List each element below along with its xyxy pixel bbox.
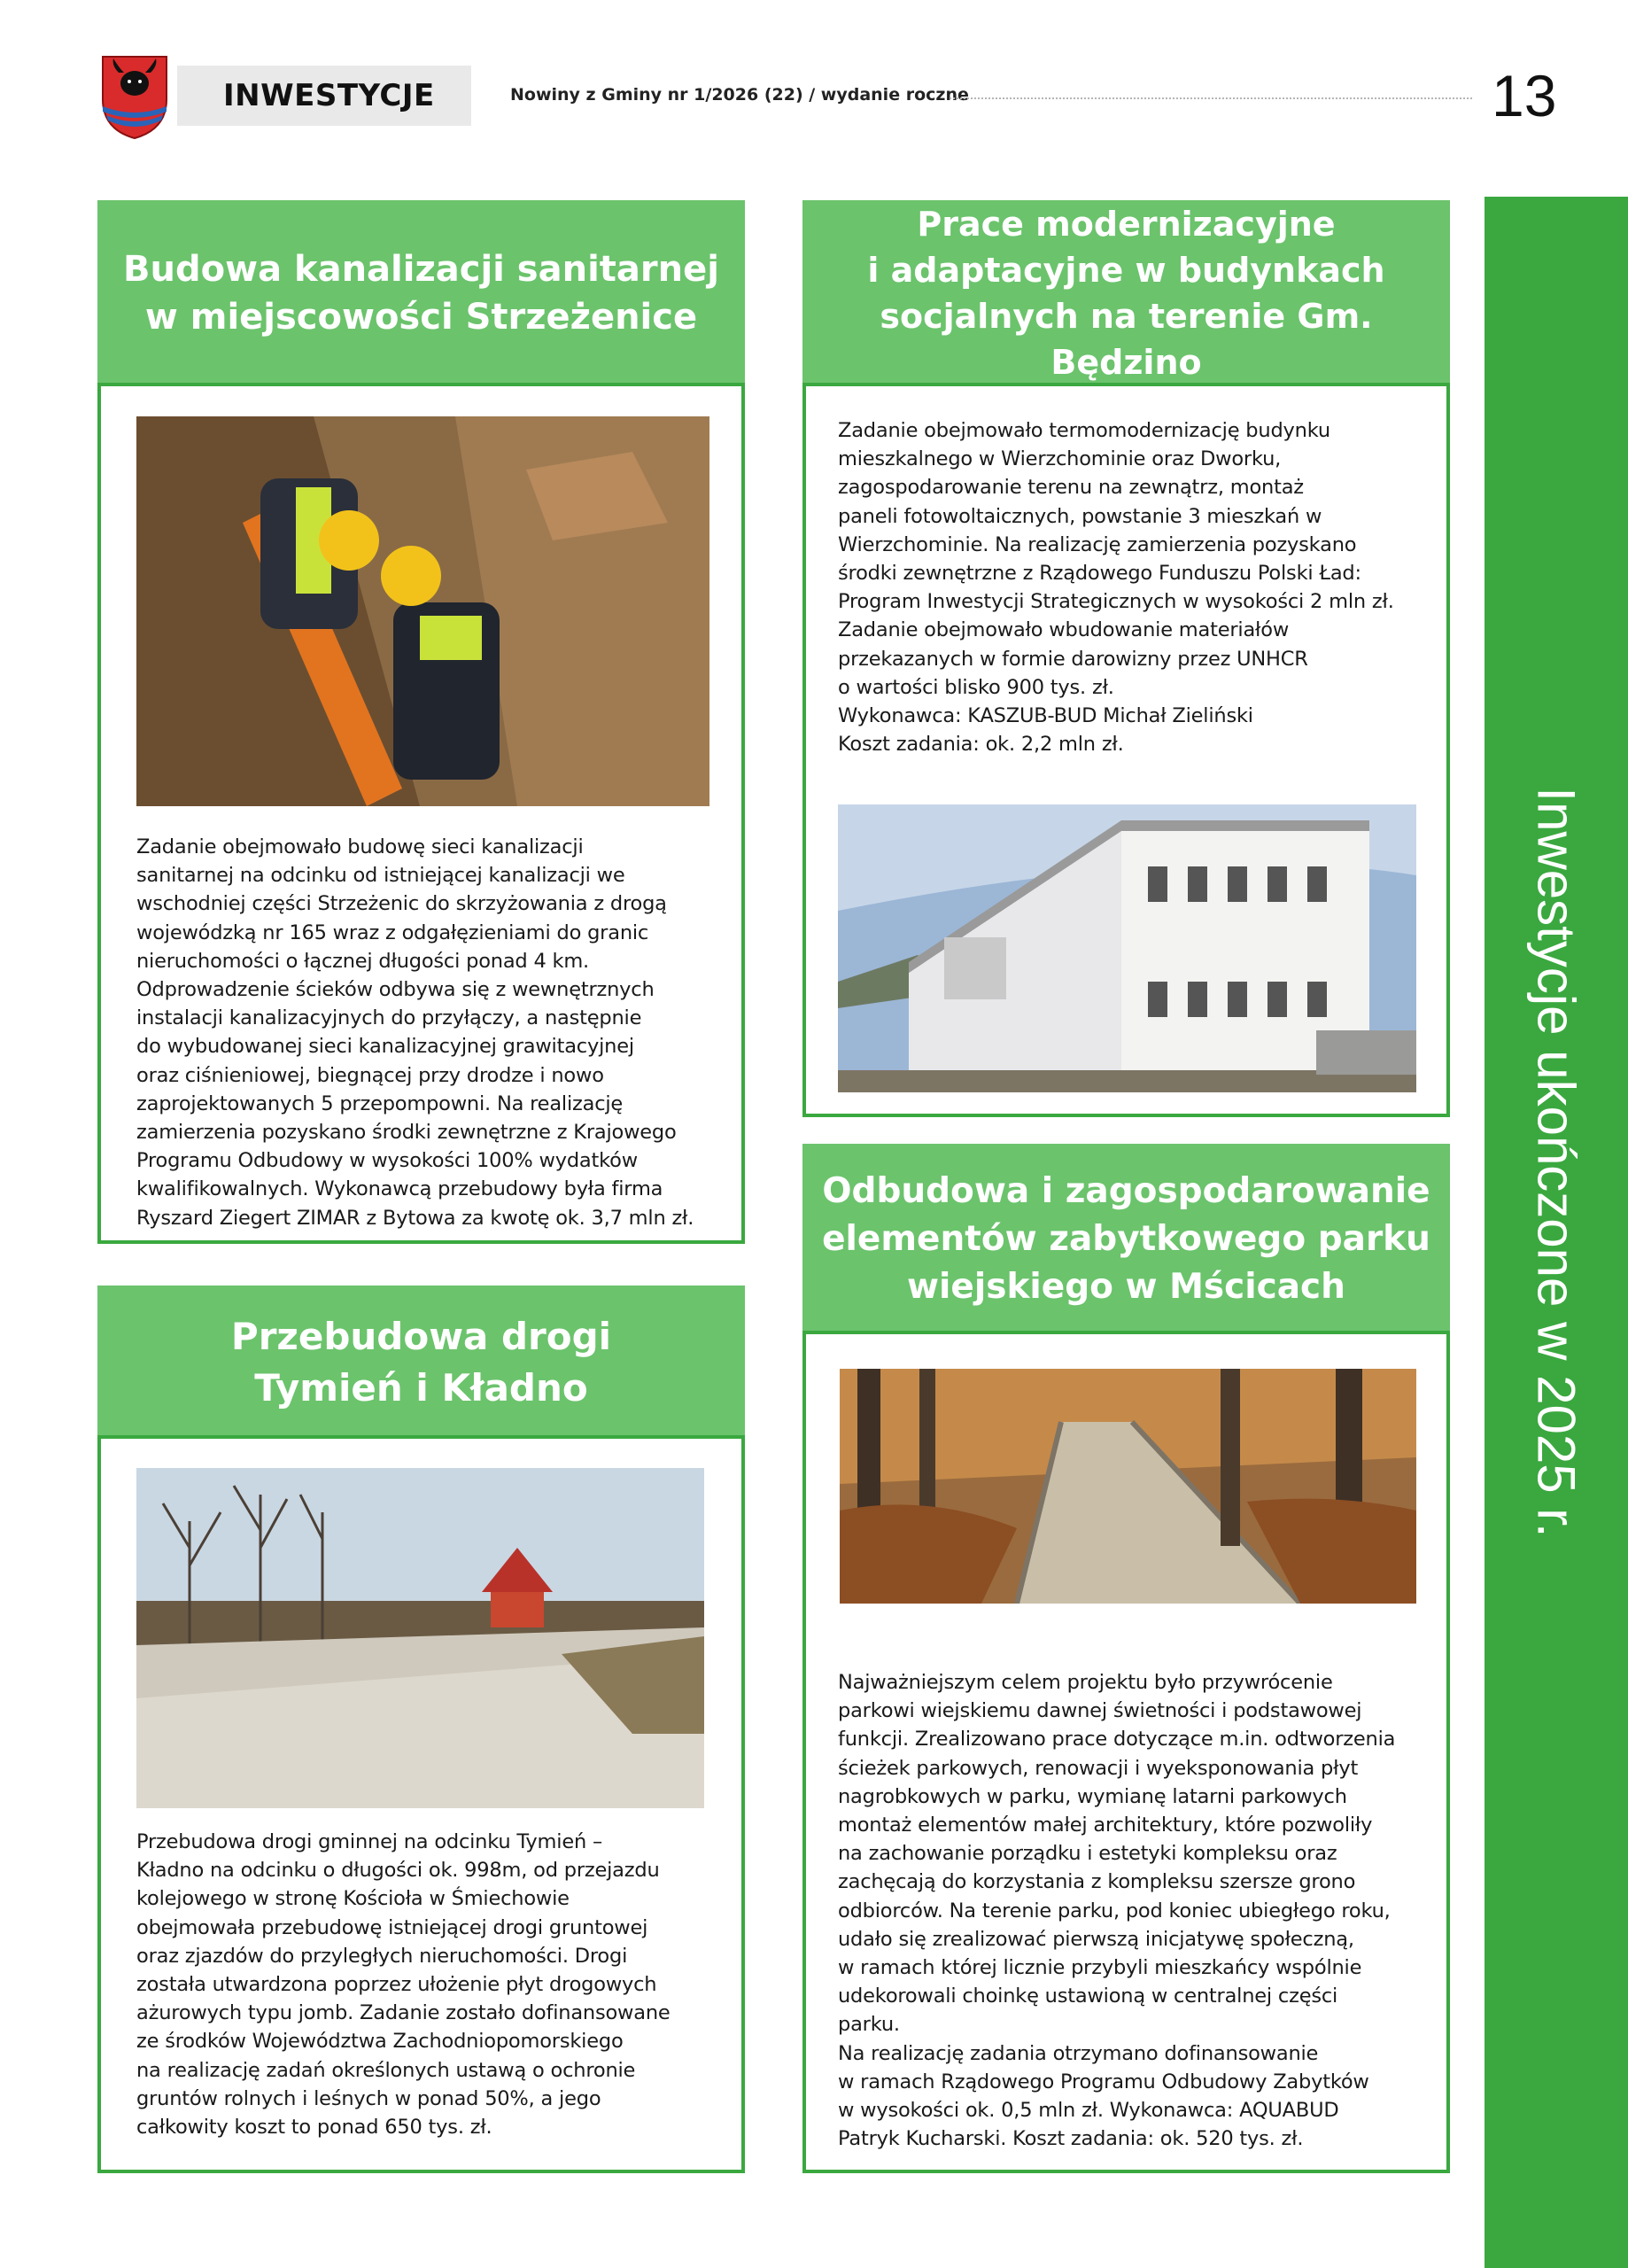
article-body: Najważniejszym celem projektu było przywrócenie parkowi wiejskiemu dawnej świetności i podstawowej funkcji. Zrealizowano prace dotyczące m.in. odtworzenia ścieżek parkowych, renowacji i wyeksponowania płyt nagrobkowych w parku, wymianę latarni parkowych montaż elementów małej architektury, które pozwoliły na zachowanie porządku i estetyki kompleksu oraz zachęcają do korzystania z kompleksu szersze grono odbiorców. Na terenie parku, pod koniec ubiegłego roku, udało się zrealizować pierwszą inicjatywę społeczną, w ramach której licznie przybyli mieszkańcy wspólnie udekorowali choinkę ustawioną w centralnej części parku. Na realizację zadania otrzymano dofinansowanie w ramach Rządowego Programu Odbudowy Zabytków w wysokości ok. 0,5 mln zł. Wykonawca: AQUABUD Patryk Kucharski. Koszt zadania: ok. 520 tys. zł.: [838, 1671, 1396, 2151]
article-card-road: [97, 1285, 745, 2173]
article-title: Prace modernizacyjne i adaptacyjne w budynkach socjalnych na terenie Gm. Będzino: [802, 200, 1450, 386]
article-card-sewer: [97, 200, 745, 1244]
section-label: INWESTYCJE: [177, 66, 471, 126]
article-title: Odbudowa i zagospodarowanie elementów zabytkowego parku wiejskiego w Mścicach: [802, 1144, 1450, 1334]
article-card-social-buildings: [802, 200, 1450, 1117]
coat-of-arms-icon: [99, 53, 170, 140]
photo-building: [838, 804, 1416, 1092]
article-title: Budowa kanalizacji sanitarnej w miejscowości Strzeżenice: [97, 200, 745, 386]
side-bar-text: Inwestycje ukończone w 2025 r.: [1526, 787, 1586, 1538]
photo-park-path: [840, 1369, 1416, 1604]
header-divider: [950, 97, 1472, 99]
photo-road-church: [136, 1468, 704, 1808]
article-body: Przebudowa drogi gminnej na odcinku Tymień – Kładno na odcinku o długości ok. 998m, od przejazdu kolejowego w stronę Kościoła w Śmiechowie obejmowała przebudowę istniejącej drogi gruntowej oraz zjazdów do przyległych nieruchomości. Drogi została utwardzona poprzez ułożenie płyt drogowych ażurowych typu jomb. Zadanie zostało dofinansowane ze środków Województwa Zachodniopomorskiego na realizację zadań określonych ustawą o ochronie gruntów rolnych i leśnych w ponad 50%, a jego całkowity koszt to ponad 650 tys. zł.: [136, 1830, 671, 2140]
issue-line: Nowiny z Gminy nr 1/2026 (22) / wydanie roczne: [510, 85, 969, 105]
page-number: 13: [1492, 63, 1557, 128]
photo-trench: [136, 416, 709, 806]
article-title: Przebudowa drogi Tymień i Kładno: [97, 1285, 745, 1439]
article-card-park: [802, 1144, 1450, 2173]
article-body: Zadanie obejmowało budowę sieci kanalizacji sanitarnej na odcinku od istniejącej kanalizacji we wschodniej części Strzeżenic do skrzyżowania z drogą wojewódzką nr 165 wraz z odgałęzieniami do granic nieruchomości o łącznej długości ponad 4 km. Odprowadzenie ścieków odbywa się z wewnętrznych instalacji kanalizacyjnych do przyłączy, a następnie do wybudowanej sieci kanalizacyjnej grawitacyjnej oraz ciśnieniowej, biegnącej przy drodze i nowo zaprojektowanych 5 przepompowni. Na realizację zamierzenia pozyskano środki zewnętrzne z Krajowego Programu Odbudowy w wysokości 100% wydatków kwalifikowalnych. Wykonawcą przebudowy była firma Ryszard Ziegert ZIMAR z Bytowa za kwotę ok. 3,7 mln zł.: [136, 835, 694, 1230]
article-body: Zadanie obejmowało termomodernizację budynku mieszkalnego w Wierzchominie oraz Dworku, zagospodarowanie terenu na zewnątrz, montaż paneli fotowoltaicznych, powstanie 3 mieszkań w Wierzchominie. Na realizację zamierzenia pozyskano środki zewnętrzne z Rządowego Funduszu Polski Ład: Program Inwestycji Strategicznych w wysokości 2 mln zł. Zadanie obejmowało wbudowanie materiałów przekazanych w formie darowizny przez UNHCR o wartości blisko 900 tys. zł. Wykonawca: KASZUB-BUD Michał Zieliński Koszt zadania: ok. 2,2 mln zł.: [838, 419, 1394, 757]
side-bar: [1485, 197, 1628, 2268]
